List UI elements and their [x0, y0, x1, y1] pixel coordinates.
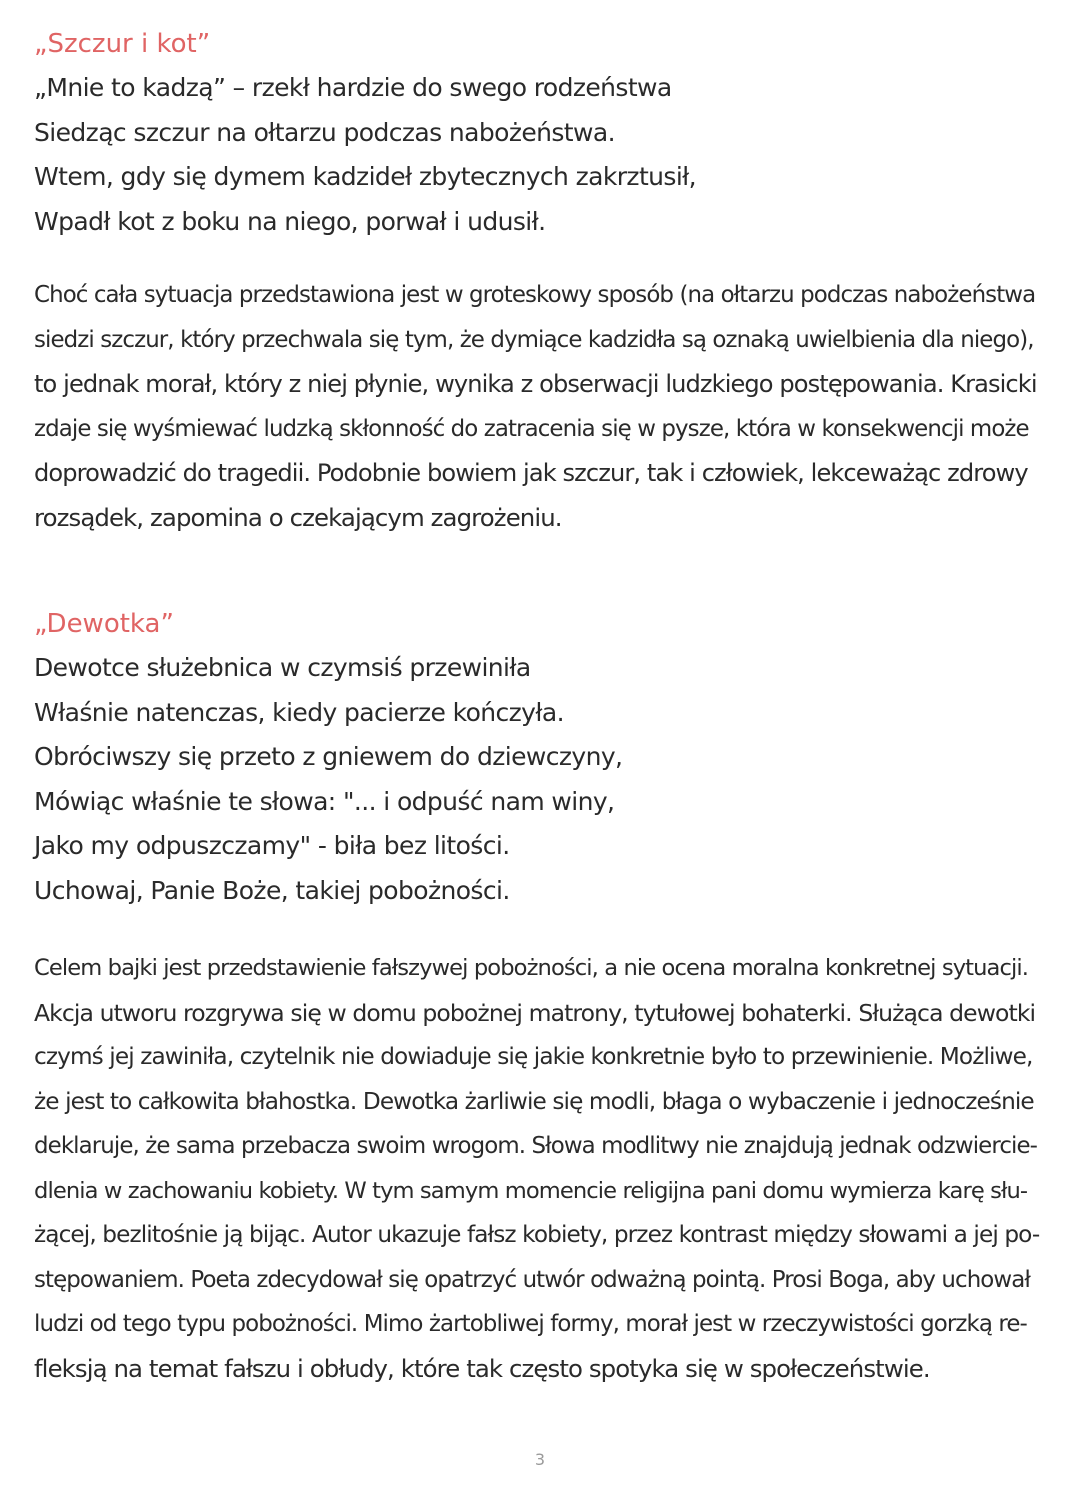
- section-title-szczur-i-kot: „Szczur i kot”: [34, 29, 211, 59]
- commentary-line: fleksją na temat fałszu i obłudy, które tak często spotyka się w społeczeństwie.: [34, 1353, 930, 1383]
- commentary-line: dlenia w zachowaniu kobiety. W tym samym momencie religijna pani domu wymierza karę słu-: [34, 1177, 1028, 1204]
- page-number: 3: [534, 1450, 546, 1469]
- commentary-dewotka: [34, 946, 1040, 1391]
- commentary-line: zdaje się wyśmiewać ludzką skłonność do zatracenia się w pysze, która w konsekwencji może: [34, 415, 1029, 442]
- commentary-line: deklaruje, że sama przebacza swoim wrogom. Słowa modlitwy nie znajdują jednak odzwiercie-: [34, 1133, 1038, 1159]
- commentary-szczur-i-kot: [34, 273, 1037, 540]
- commentary-line: żącej, bezlitośnie ją bijąc. Autor ukazuje fałsz kobiety, przez kontrast między słowami a jej po-: [34, 1221, 1040, 1248]
- poem-line: Mówiąc właśnie te słowa: "... i odpuść nam winy,: [34, 786, 615, 816]
- poem-line: Siedząc szczur na ołtarzu podczas nabożeństwa.: [34, 117, 615, 147]
- poem-line: Obróciwszy się przeto z gniewem do dziewczyny,: [34, 742, 623, 771]
- commentary-line: Akcja utworu rozgrywa się w domu pobożnej matrony, tytułowej bohaterki. Służąca dewotki: [34, 998, 1036, 1027]
- commentary-line: rozsądek, zapomina o czekającym zagrożeniu.: [34, 502, 562, 532]
- section-title-dewotka: „Dewotka”: [34, 609, 174, 639]
- commentary-line: Choć cała sytuacja przedstawiona jest w groteskowy sposób (na ołtarzu podczas nabożeństwa: [34, 282, 1036, 308]
- poem-line: Uchowaj, Panie Boże, takiej pobożności.: [34, 875, 510, 905]
- poem-line: Wpadł kot z boku na niego, porwał i udusił.: [34, 206, 546, 236]
- commentary-line: czymś jej zawiniła, czytelnik nie dowiaduje się jakie konkretnie było to przewinienie. Możliwe,: [34, 1043, 1033, 1070]
- commentary-line: doprowadzić do tragedii. Podobnie bowiem jak szczur, tak i człowiek, lekceważąc zdrowy: [34, 459, 1028, 487]
- commentary-line: ludzi od tego typu pobożności. Mimo żartobliwej formy, morał jest w rzeczywistości gorzką re-: [34, 1311, 1027, 1337]
- poem-dewotka: [34, 646, 1034, 913]
- poem-line: Jako my odpuszczamy" - biła bez litości.: [34, 831, 510, 860]
- poem-szczur-i-kot: [34, 66, 1034, 244]
- poem-line: Wtem, gdy się dymem kadzideł zbytecznych zakrztusił,: [34, 162, 697, 191]
- commentary-line: to jednak morał, który z niej płynie, wynika z obserwacji ludzkiego postępowania. Krasicki: [34, 370, 1037, 398]
- commentary-line: że jest to całkowita błahostka. Dewotka żarliwie się modli, błaga o wybaczenie i jednocześnie: [34, 1087, 1034, 1115]
- commentary-line: Celem bajki jest przedstawienie fałszywej pobożności, a nie ocena moralna konkretnej sytuacji.: [34, 955, 1029, 981]
- poem-line: „Mnie to kadzą” – rzekł hardzie do swego rodzeństwa: [34, 73, 672, 102]
- poem-line: Dewotce służebnica w czymsiś przewiniła: [34, 653, 531, 682]
- commentary-line: stępowaniem. Poeta zdecydował się opatrzyć utwór odważną pointą. Prosi Boga, aby uchował: [34, 1266, 1030, 1293]
- commentary-line: siedzi szczur, który przechwala się tym, że dymiące kadzidła są oznaką uwielbienia dla niego),: [34, 326, 1034, 353]
- poem-line: Właśnie natenczas, kiedy pacierze kończyła.: [34, 697, 564, 727]
